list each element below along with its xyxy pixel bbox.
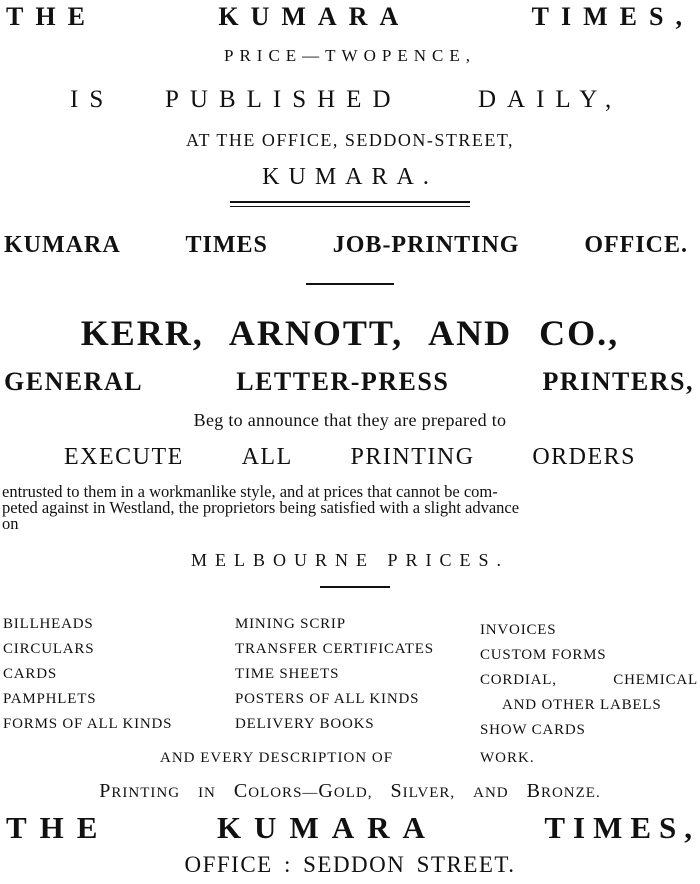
service-item: TRANSFER CERTIFICATES — [235, 641, 434, 657]
colors-word: AND — [473, 785, 509, 801]
execute-line — [0, 444, 700, 471]
service-item: MINING SCRIP — [235, 616, 346, 632]
service-item: POSTERS OF ALL KINDS — [235, 691, 420, 707]
footer-word: THE — [6, 810, 111, 845]
execute-word: PRINTING — [350, 444, 475, 470]
office-address: AT THE OFFICE, SEDDON-STREET, — [185, 130, 514, 150]
job-office-word: TIMES — [185, 232, 268, 258]
service-item: FORMS OF ALL KINDS — [3, 716, 173, 732]
service-item: BILLHEADS — [3, 616, 94, 632]
service-item: SHOW CARDS — [480, 722, 586, 738]
work-word: WORK. — [480, 750, 535, 766]
services-col-2 — [235, 612, 434, 737]
melbourne-prices: MELBOURNE PRICES. — [190, 550, 510, 570]
job-office-word: JOB-PRINTING — [332, 232, 520, 258]
every-description: AND EVERY DESCRIPTION OF — [160, 750, 394, 766]
service-item: DELIVERY BOOKS — [235, 716, 375, 732]
services-col-3 — [480, 618, 698, 743]
service-item: CUSTOM FORMS — [480, 647, 607, 663]
colors-word: PRINTING — [99, 780, 181, 802]
footer-office: OFFICE : SEDDON STREET. — [184, 852, 516, 877]
masthead-word: TIMES, — [531, 2, 694, 31]
announce-line: Beg to announce that they are prepared to — [193, 410, 507, 430]
footer-word: TIMES, — [544, 810, 700, 845]
footer-word: KUMARA — [216, 810, 438, 845]
services-col-1 — [3, 612, 172, 737]
place-name: KUMARA. — [262, 164, 438, 190]
published-word: IS — [70, 86, 115, 113]
job-office-word: KUMARA — [4, 232, 121, 258]
service-item: CHEMICAL — [613, 672, 698, 688]
double-rule-top — [230, 201, 470, 203]
double-rule-bottom — [230, 206, 470, 207]
job-office-heading — [0, 232, 700, 259]
short-rule-2 — [320, 586, 390, 588]
job-office-word: OFFICE. — [584, 232, 688, 258]
masthead-word: THE — [6, 2, 97, 31]
published-word: DAILY, — [478, 86, 623, 113]
service-item-cordial — [480, 668, 698, 693]
body-paragraph — [2, 484, 698, 532]
service-item: PAMPHLETS — [3, 691, 97, 707]
execute-word: ALL — [241, 444, 293, 470]
firm-trade — [0, 367, 700, 397]
colors-line — [0, 780, 700, 803]
short-rule — [306, 283, 394, 285]
body-line: on — [2, 514, 19, 533]
price-line: PRICE—TWOPENCE, — [224, 46, 476, 65]
service-item: TIME SHEETS — [235, 666, 340, 682]
colors-word: SILVER, — [390, 780, 456, 802]
service-item: INVOICES — [480, 622, 557, 638]
execute-word: ORDERS — [532, 444, 636, 470]
masthead-title — [0, 2, 700, 32]
colors-word: IN — [198, 785, 216, 801]
trade-word: LETTER-PRESS — [236, 367, 450, 396]
published-word: PUBLISHED — [165, 86, 402, 113]
colors-word: BRONZE. — [526, 780, 601, 802]
body-line: peted against in Westland, the proprietors being satisfied with a slight advance — [2, 498, 520, 517]
footer-title — [0, 810, 700, 846]
service-item: CIRCULARS — [3, 641, 95, 657]
trade-word: PRINTERS, — [542, 367, 694, 396]
masthead-word: KUMARA — [218, 2, 411, 31]
colors-word: GOLD, — [318, 780, 373, 802]
body-line: entrusted to them in a workmanlike style, and at prices that cannot be com- — [2, 482, 498, 501]
service-item: CARDS — [3, 666, 58, 682]
trade-word: GENERAL — [4, 367, 144, 396]
firm-name: KERR, ARNOTT, AND CO., — [80, 313, 620, 353]
colors-word: COLORS— — [233, 780, 319, 802]
service-item: AND OTHER LABELS — [502, 697, 662, 713]
service-item: CORDIAL, — [480, 672, 557, 688]
execute-word: EXECUTE — [64, 444, 184, 470]
